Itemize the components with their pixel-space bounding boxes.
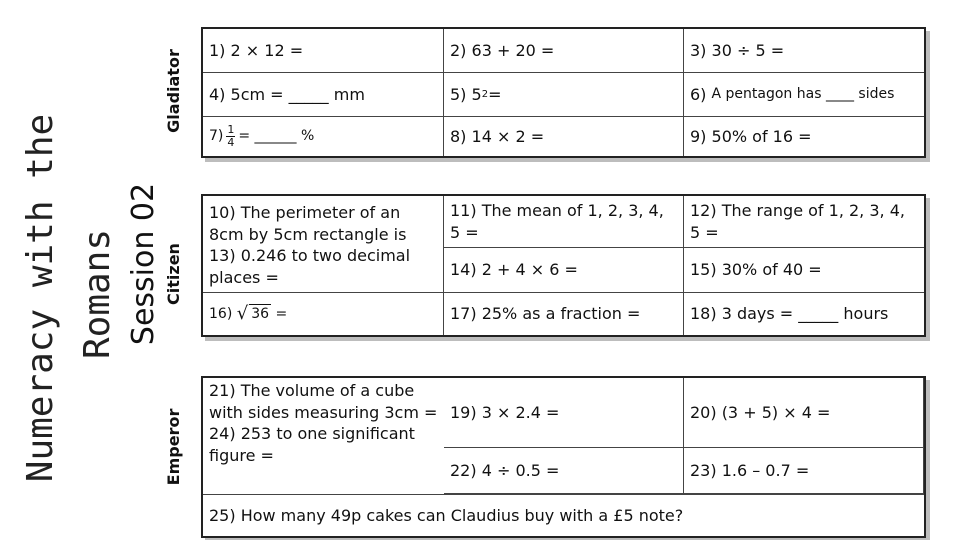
title-line-1: Numeracy with the [20, 113, 61, 483]
question-5 [444, 73, 684, 117]
question-18: 18) 3 days = _____ hours [690, 304, 889, 324]
question-7-prefix: 7) [209, 128, 224, 145]
session-label: Session 02 [126, 182, 161, 346]
emperor-table [201, 376, 926, 538]
question-14: 14) 2 + 4 × 6 = [444, 248, 684, 293]
question-10-13: 10) The perimeter of an 8cm by 5cm rectangle is 13) 0.246 to two decimal places = [203, 196, 444, 293]
question-17: 17) 25% as a fraction = [444, 293, 684, 335]
level-emperor-label: Emperor [164, 408, 183, 486]
question-5-exponent: 2 [481, 88, 489, 100]
level-gladiator-label: Gladiator [164, 49, 183, 133]
question-22: 22) 4 ÷ 0.5 = [444, 448, 684, 494]
question-20: 20) (3 + 5) × 4 = [684, 378, 924, 448]
question-19: 19) 3 × 2.4 = [444, 378, 684, 448]
question-7-fraction [226, 124, 235, 148]
question-9: 9) 50% of 16 = [690, 126, 812, 146]
question-5-base: 5) 5 [450, 84, 482, 104]
question-5-end: = [488, 84, 502, 104]
question-11: 11) The mean of 1, 2, 3, 4, 5 = [444, 196, 684, 248]
question-4: 4) 5cm = _____ mm [203, 73, 444, 117]
question-7 [203, 117, 444, 156]
level-citizen-label: Citizen [164, 243, 183, 305]
question-25: 25) How many 49p cakes can Claudius buy with a £5 note? [203, 494, 924, 536]
question-3: 3) 30 ÷ 5 = [684, 29, 924, 73]
question-1: 1) 2 × 12 = [203, 29, 444, 73]
question-16-prefix: 16) [209, 305, 233, 322]
question-6 [684, 73, 924, 117]
question-2: 2) 63 + 20 = [444, 29, 684, 73]
question-23: 23) 1.6 – 0.7 = [684, 448, 924, 494]
question-15: 15) 30% of 40 = [684, 248, 924, 293]
question-16-radicand: 36 [251, 306, 270, 323]
question-16-radical-sign: √ [236, 302, 249, 324]
question-6-number: 6) [690, 84, 707, 104]
question-8: 8) 14 × 2 = [444, 117, 684, 156]
question-7-denominator: 4 [227, 136, 235, 149]
citizen-table [201, 194, 926, 337]
question-7-suffix: = ______ % [238, 128, 315, 145]
title-line-2: Romans [77, 228, 118, 360]
question-21-24: 21) The volume of a cube with sides measuring 3cm = 24) 253 to one significant figure = [209, 381, 438, 465]
question-16-suffix: = [275, 305, 288, 322]
question-7-numerator: 1 [227, 123, 235, 137]
question-6-text: A pentagon has ____ sides [711, 86, 895, 103]
question-16 [203, 293, 444, 335]
gladiator-table [201, 27, 926, 158]
question-12: 12) The range of 1, 2, 3, 4, 5 = [684, 196, 924, 248]
